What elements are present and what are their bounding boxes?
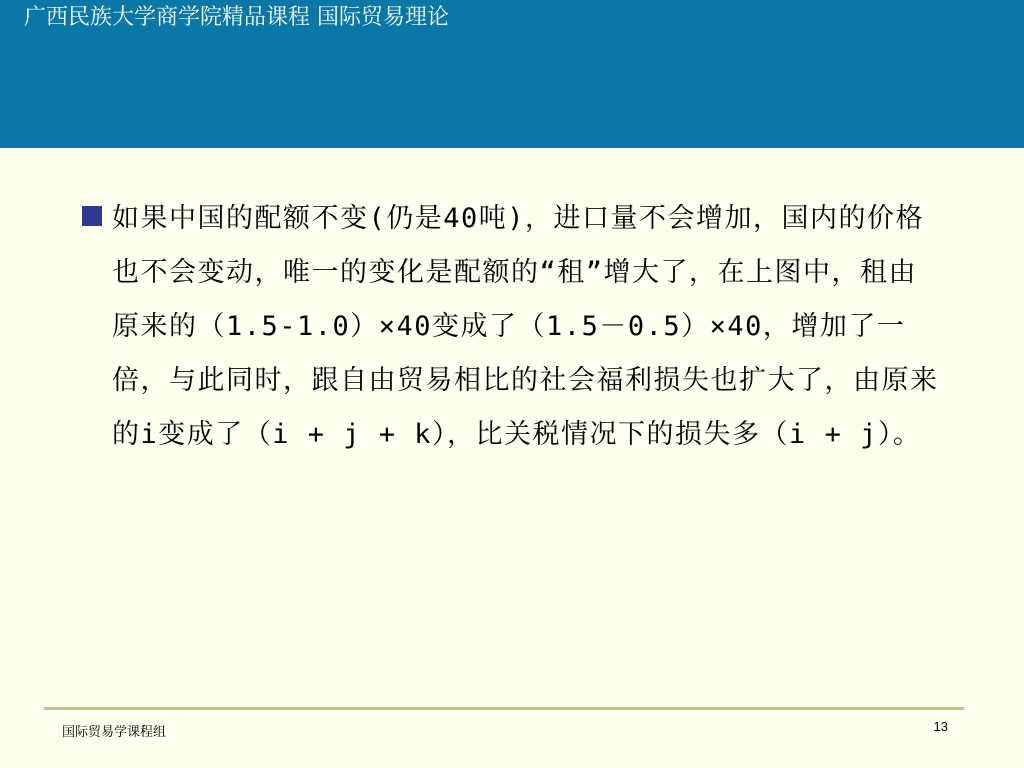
slide-header — [0, 0, 1024, 148]
square-bullet-icon — [82, 206, 102, 226]
slide-content — [80, 192, 940, 462]
bullet-item — [80, 192, 940, 462]
bullet-text: 如果中国的配额不变(仍是40吨)，进口量不会增加，国内的价格也不会变动，唯一的变化是配额的“租”增大了，在上图中，租由原来的（1.5-1.0）×40变成了（1.5－0.5）×40，增加了一倍，与此同时，跟自由贸易相比的社会福利损失也扩大了，由原来的i变成了（i + j + k），比关税情况下的损失多（i + j）。 — [112, 203, 939, 450]
page-number: 13 — [933, 719, 948, 734]
footer-divider — [44, 707, 964, 710]
slide-title: 广西民族大学商学院精品课程 国际贸易理论 — [24, 5, 449, 30]
footer-label: 国际贸易学课程组 — [62, 725, 167, 740]
